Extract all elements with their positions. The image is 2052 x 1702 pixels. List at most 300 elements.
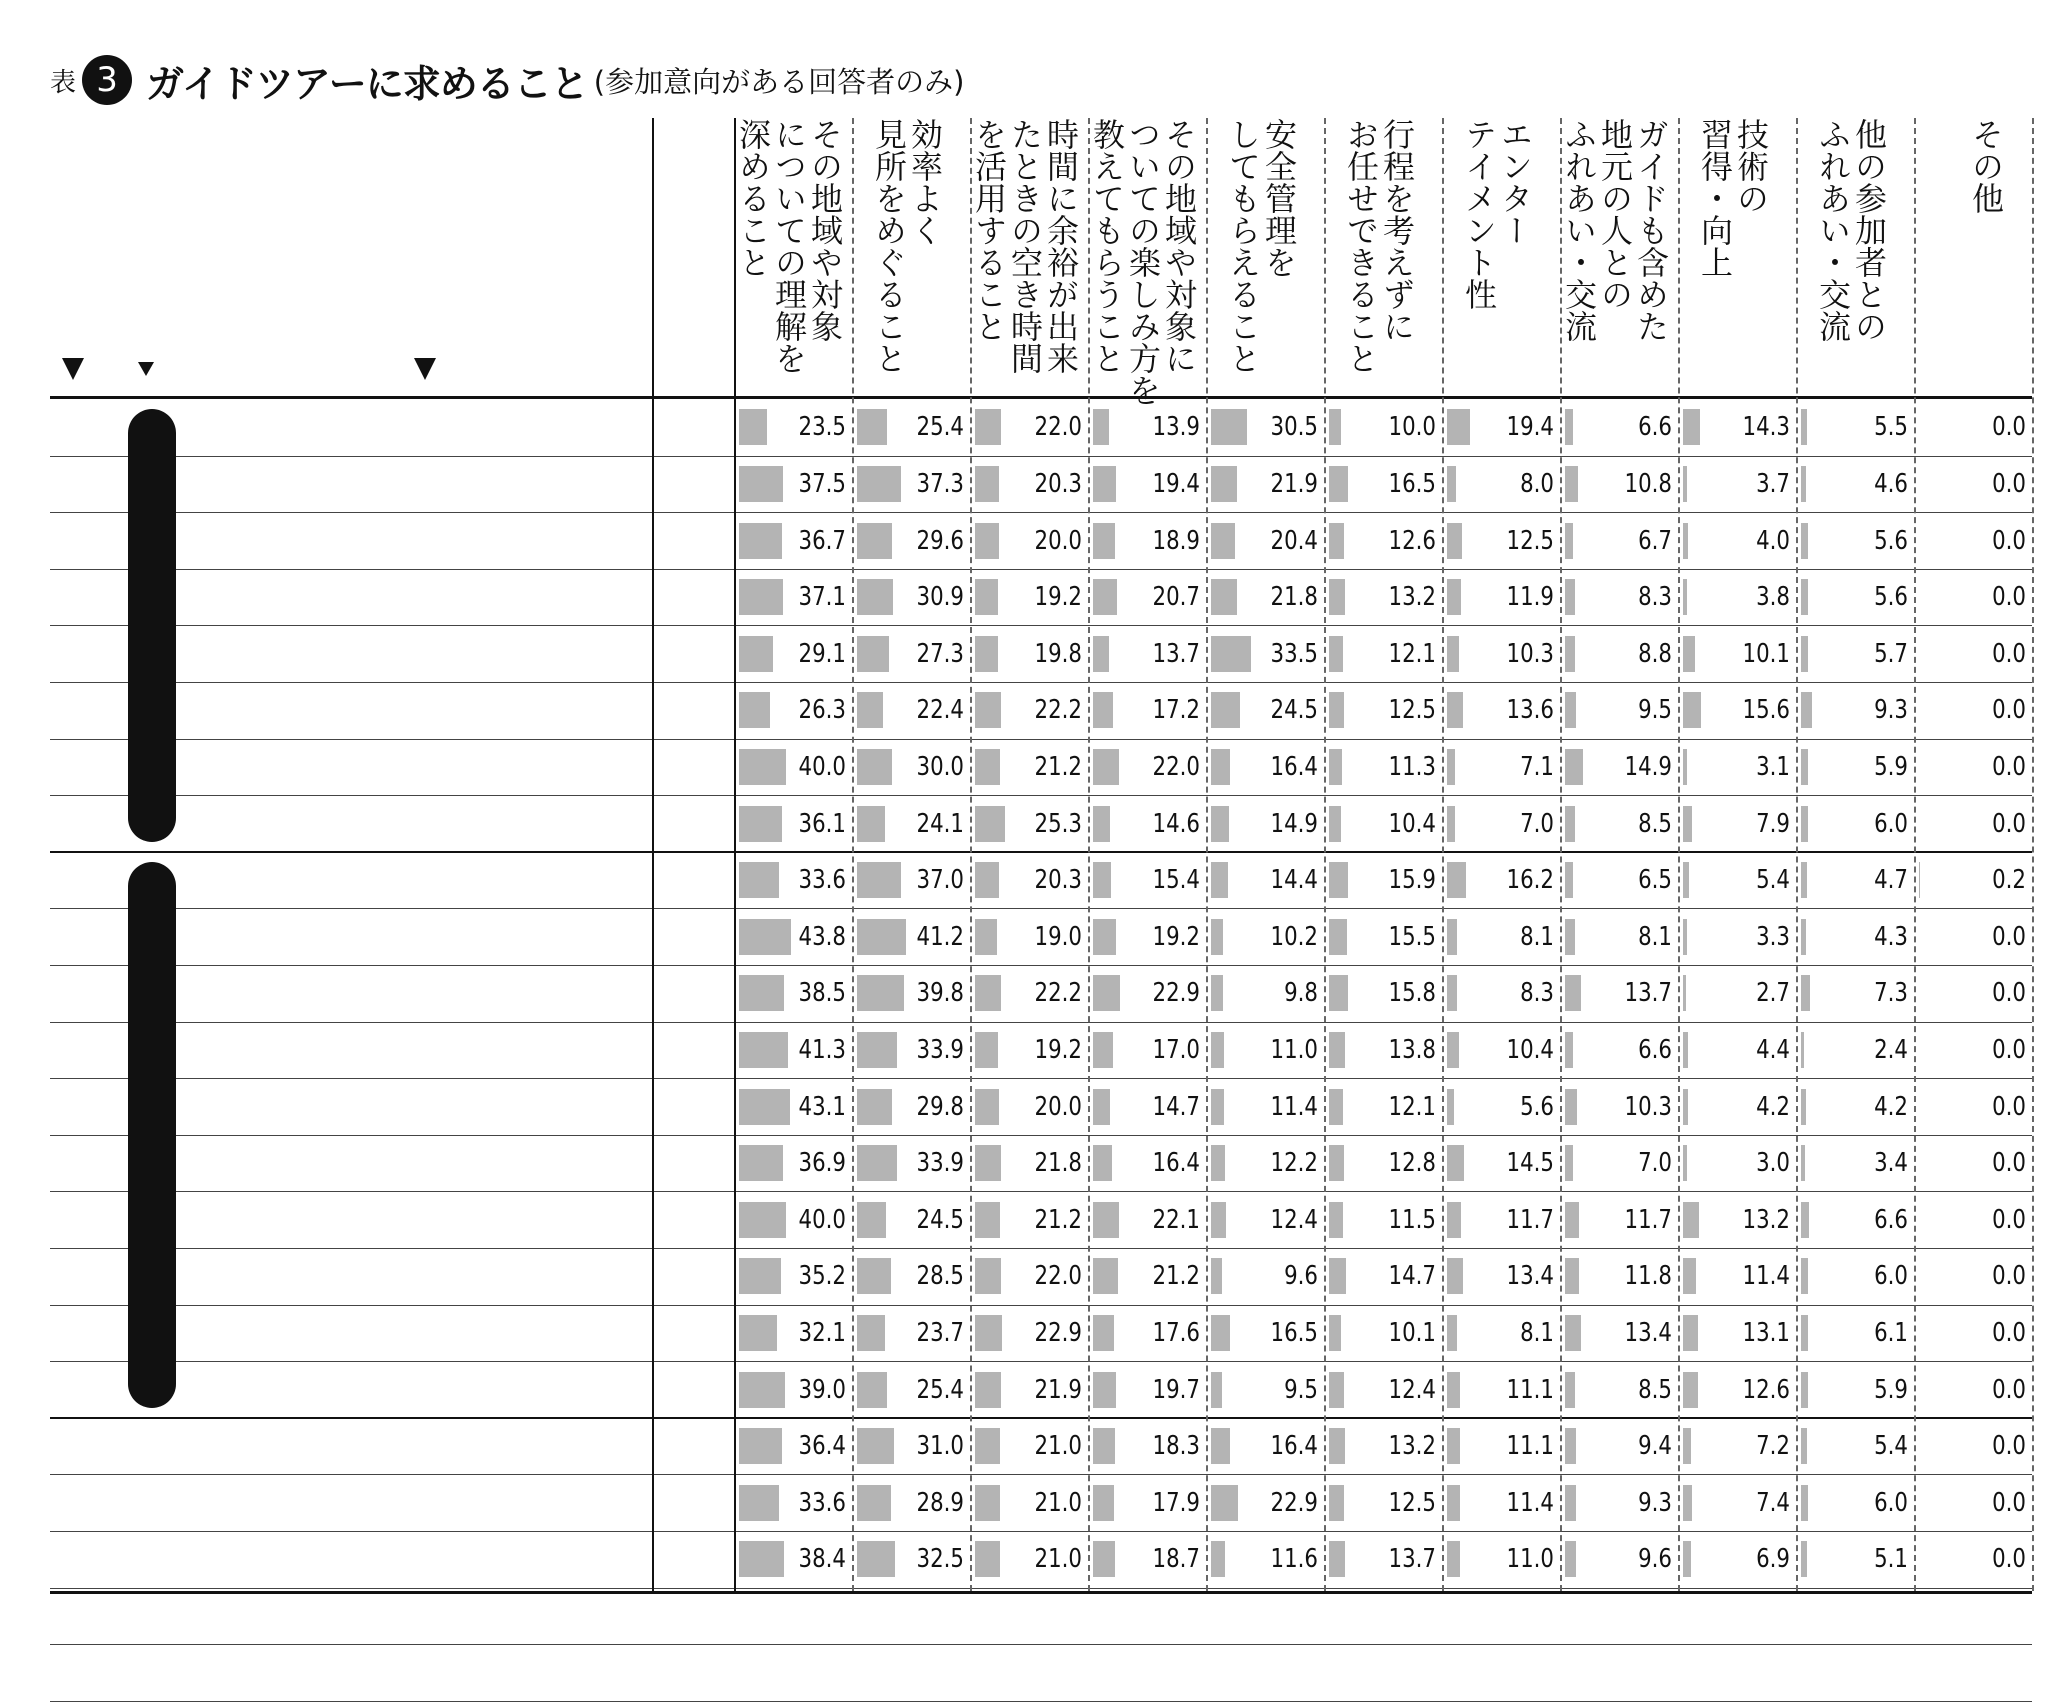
value-bar [1683,749,1687,785]
group-pill [128,409,176,842]
value-bar [1683,692,1701,728]
value-cell: 10.4 [1387,806,1436,842]
value-cell: 21.9 [1033,1372,1082,1408]
value-bar [1447,1315,1457,1351]
value-cell: 29.6 [915,523,964,559]
value-cell: 11.5 [1387,1202,1436,1238]
value-bar [1801,1258,1808,1294]
value-bar [1329,1202,1343,1238]
value-bar [975,1372,1001,1408]
value-bar [1447,523,1462,559]
row-rule [50,1248,2032,1249]
value-bar [1211,1485,1238,1521]
row-rule [50,1361,2032,1362]
value-bar [1683,636,1695,672]
value-bar [1683,975,1686,1011]
value-bar [857,1202,886,1238]
value-bar [1683,1258,1696,1294]
column-header-label: その他 [1968,118,2004,214]
value-cell: 32.5 [915,1541,964,1577]
value-cell: 6.1 [1859,1315,1908,1351]
value-bar [1683,919,1687,955]
value-cell: 15.5 [1387,919,1436,955]
value-bar [1211,1202,1226,1238]
value-cell: 5.5 [1859,409,1908,445]
column-divider [2032,118,2034,1591]
value-bar [975,636,998,672]
value-bar [857,579,893,615]
value-cell: 0.0 [1977,1032,2026,1068]
value-cell: 43.1 [797,1089,846,1125]
value-bar [1211,636,1251,672]
value-cell: 21.2 [1033,749,1082,785]
value-bar [1801,1145,1805,1181]
value-bar [1329,579,1345,615]
row-rule [50,682,2032,683]
column-header [734,118,852,390]
value-bar [1447,806,1455,842]
value-bar [1565,523,1573,559]
value-bar [1801,1372,1808,1408]
value-bar [739,409,767,445]
value-cell: 11.0 [1505,1541,1554,1577]
value-bar [1211,1145,1225,1181]
value-bar [1683,579,1687,615]
value-bar [1329,466,1348,502]
value-cell: 15.6 [1741,692,1790,728]
value-cell: 0.2 [1977,862,2026,898]
value-cell: 0.0 [1977,1089,2026,1125]
value-cell: 14.7 [1151,1089,1200,1125]
value-bar [1093,1428,1115,1464]
value-bar [739,975,784,1011]
value-bar [857,692,883,728]
value-bar [1565,1145,1573,1181]
value-cell: 4.6 [1859,466,1908,502]
value-cell: 5.4 [1741,862,1790,898]
value-bar [1801,806,1808,842]
value-bar [1447,692,1463,728]
value-bar [1211,1032,1224,1068]
value-cell: 36.1 [797,806,846,842]
row-rule [50,1135,2032,1136]
value-cell: 17.0 [1151,1032,1200,1068]
value-bar [1211,466,1237,502]
value-cell: 11.0 [1269,1032,1318,1068]
value-cell: 3.8 [1741,579,1790,615]
value-cell: 14.9 [1269,806,1318,842]
value-cell: 19.2 [1033,579,1082,615]
value-cell: 19.0 [1033,919,1082,955]
value-bar [1329,1541,1345,1577]
header-rule [50,396,2032,399]
value-bar [975,1202,1000,1238]
value-cell: 7.4 [1741,1485,1790,1521]
value-bar [857,1541,895,1577]
value-cell: 8.8 [1623,636,1672,672]
value-bar [1093,523,1115,559]
value-bar [857,919,906,955]
header-no-arrow [62,358,84,380]
value-bar [1211,692,1240,728]
value-bar [857,1485,891,1521]
value-cell: 8.5 [1623,1372,1672,1408]
value-cell: 20.0 [1033,1089,1082,1125]
value-bar [1447,579,1461,615]
row-rule [50,1474,2032,1475]
value-cell: 24.1 [915,806,964,842]
value-bar [1329,749,1342,785]
value-cell: 23.7 [915,1315,964,1351]
group-divider [50,1417,2032,1419]
value-cell: 8.1 [1505,919,1554,955]
value-cell: 17.9 [1151,1485,1200,1521]
value-cell: 12.1 [1387,636,1436,672]
value-cell: 24.5 [915,1202,964,1238]
value-bar [1801,1485,1808,1521]
group-divider [50,851,2032,853]
value-bar [1565,1032,1573,1068]
value-bar [975,1089,999,1125]
value-bar [857,523,892,559]
value-bar [1565,975,1581,1011]
value-cell: 0.0 [1977,579,2026,615]
value-cell: 40.0 [797,749,846,785]
value-bar [1447,1145,1464,1181]
value-cell: 25.3 [1033,806,1082,842]
value-cell: 10.4 [1505,1032,1554,1068]
value-cell: 9.6 [1623,1541,1672,1577]
value-cell: 6.0 [1859,1258,1908,1294]
value-cell: 36.7 [797,523,846,559]
value-cell: 17.2 [1151,692,1200,728]
value-cell: 0.0 [1977,1541,2026,1577]
value-cell: 12.5 [1387,1485,1436,1521]
value-cell: 5.9 [1859,1372,1908,1408]
value-cell: 35.2 [797,1258,846,1294]
value-cell: 4.3 [1859,919,1908,955]
value-cell: 9.5 [1623,692,1672,728]
value-cell: 11.8 [1623,1258,1672,1294]
value-bar [739,636,773,672]
value-bar [1093,1372,1116,1408]
value-cell: 22.0 [1033,1258,1082,1294]
value-bar [975,975,1001,1011]
value-cell: 16.4 [1151,1145,1200,1181]
value-cell: 12.2 [1269,1145,1318,1181]
value-cell: 9.5 [1269,1372,1318,1408]
value-bar [975,1485,1000,1521]
value-bar [975,806,1005,842]
value-cell: 22.2 [1033,692,1082,728]
value-cell: 0.0 [1977,1372,2026,1408]
row-rule [50,739,2032,740]
value-cell: 6.6 [1623,409,1672,445]
value-cell: 22.0 [1033,409,1082,445]
value-cell: 24.5 [1269,692,1318,728]
value-cell: 21.8 [1033,1145,1082,1181]
value-cell: 16.5 [1269,1315,1318,1351]
value-cell: 3.1 [1741,749,1790,785]
value-cell: 11.9 [1505,579,1554,615]
value-cell: 12.8 [1387,1145,1436,1181]
value-bar [1329,1428,1345,1464]
value-bar [1447,919,1457,955]
value-bar [1093,919,1116,955]
column-header-label: 時間に余裕が出来 たときの空き時間 を活用すること [971,118,1079,374]
value-bar [1211,1428,1230,1464]
value-cell: 11.1 [1505,1428,1554,1464]
value-bar [1329,862,1348,898]
value-cell: 21.8 [1269,579,1318,615]
value-cell: 30.9 [915,579,964,615]
value-bar [1329,1258,1346,1294]
value-bar [1447,466,1456,502]
value-bar [1801,975,1810,1011]
value-cell: 22.0 [1151,749,1200,785]
value-bar [1093,1089,1110,1125]
value-cell: 8.1 [1623,919,1672,955]
value-cell: 8.3 [1623,579,1672,615]
value-cell: 11.7 [1623,1202,1672,1238]
value-cell: 10.1 [1741,636,1790,672]
value-cell: 21.0 [1033,1428,1082,1464]
value-cell: 5.9 [1859,749,1908,785]
value-bar [1447,1541,1460,1577]
value-cell: 38.4 [797,1541,846,1577]
value-bar [1565,636,1575,672]
value-cell: 9.8 [1269,975,1318,1011]
value-cell: 9.4 [1623,1428,1672,1464]
value-bar [1211,523,1235,559]
value-bar [1329,1485,1344,1521]
value-bar [1683,1541,1691,1577]
row-rule [50,512,2032,513]
column-header-label: 行程を考えずに お任せできること [1343,118,1415,374]
value-bar [1801,862,1807,898]
value-cell: 5.4 [1859,1428,1908,1464]
row-rule [50,456,2032,457]
value-cell: 20.4 [1269,523,1318,559]
value-bar [975,862,999,898]
value-bar [1683,1202,1699,1238]
row-rule [50,1022,2032,1023]
value-cell: 33.9 [915,1145,964,1181]
value-bar [739,1089,790,1125]
value-cell: 6.0 [1859,806,1908,842]
value-bar [857,1089,892,1125]
value-cell: 0.0 [1977,806,2026,842]
value-cell: 4.7 [1859,862,1908,898]
value-bar [975,523,999,559]
value-bar [975,1315,1002,1351]
value-bar [1329,523,1344,559]
value-cell: 16.2 [1505,862,1554,898]
value-cell: 33.6 [797,1485,846,1521]
value-bar [1565,1089,1577,1125]
value-cell: 29.1 [797,636,846,672]
value-bar [1093,749,1119,785]
value-bar [1093,579,1117,615]
value-bar [1211,749,1230,785]
value-cell: 5.7 [1859,636,1908,672]
value-cell: 9.6 [1269,1258,1318,1294]
value-bar [857,1315,885,1351]
value-cell: 0.0 [1977,1145,2026,1181]
value-cell: 3.3 [1741,919,1790,955]
value-bar [857,749,892,785]
value-bar [1211,1372,1222,1408]
value-bar [1565,806,1575,842]
value-cell: 13.7 [1151,636,1200,672]
value-bar [857,1258,891,1294]
column-header [970,118,1088,390]
value-bar [1093,806,1110,842]
value-cell: 21.0 [1033,1541,1082,1577]
value-bar [1801,1089,1806,1125]
value-cell: 0.0 [1977,523,2026,559]
value-cell: 12.4 [1269,1202,1318,1238]
value-cell: 19.8 [1033,636,1082,672]
value-cell: 14.9 [1623,749,1672,785]
value-cell: 11.6 [1269,1541,1318,1577]
value-cell: 13.2 [1387,579,1436,615]
value-bar [739,523,782,559]
value-cell: 33.5 [1269,636,1318,672]
row-rule [50,1531,2032,1532]
value-bar [1093,466,1116,502]
value-bar [739,862,779,898]
column-header-label: 安全管理を してもらえること [1225,118,1297,374]
value-cell: 4.2 [1859,1089,1908,1125]
value-cell: 7.9 [1741,806,1790,842]
value-cell: 16.4 [1269,749,1318,785]
value-bar [1093,1145,1112,1181]
value-cell: 5.6 [1859,523,1908,559]
value-bar [1329,692,1344,728]
value-bar [1093,692,1113,728]
value-cell: 20.7 [1151,579,1200,615]
value-cell: 20.3 [1033,466,1082,502]
value-cell: 22.2 [1033,975,1082,1011]
value-bar [1093,1315,1114,1351]
value-bar [1683,1372,1698,1408]
value-bar [1329,975,1348,1011]
value-cell: 5.6 [1505,1089,1554,1125]
value-bar [1329,1372,1344,1408]
value-bar [975,579,998,615]
value-cell: 8.0 [1505,466,1554,502]
column-header-label: 他の参加者との ふれあい・交流 [1815,118,1887,342]
value-cell: 12.4 [1387,1372,1436,1408]
value-cell: 6.0 [1859,1485,1908,1521]
value-cell: 14.5 [1505,1145,1554,1181]
value-cell: 2.7 [1741,975,1790,1011]
value-bar [857,975,904,1011]
value-cell: 36.9 [797,1145,846,1181]
value-bar [1801,1032,1804,1068]
value-cell: 27.3 [915,636,964,672]
value-cell: 13.4 [1505,1258,1554,1294]
value-cell: 3.0 [1741,1145,1790,1181]
value-cell: 21.0 [1033,1485,1082,1521]
column-header-label: 技術の 習得・向上 [1697,118,1769,278]
value-bar [1447,749,1455,785]
value-bar [975,919,997,955]
value-bar [1211,862,1228,898]
value-cell: 28.5 [915,1258,964,1294]
value-cell: 2.4 [1859,1032,1908,1068]
value-bar [1683,1145,1687,1181]
value-cell: 0.0 [1977,1485,2026,1521]
value-bar [1329,1315,1341,1351]
value-bar [1801,919,1806,955]
row-rule [50,625,2032,626]
value-cell: 17.6 [1151,1315,1200,1351]
value-bar [1211,1541,1225,1577]
value-cell: 25.4 [915,409,964,445]
value-bar [1683,1032,1688,1068]
value-bar [1565,1428,1576,1464]
value-cell: 3.7 [1741,466,1790,502]
value-cell: 13.8 [1387,1032,1436,1068]
n-column-left-rule [652,118,654,1591]
value-cell: 19.4 [1505,409,1554,445]
value-bar [857,1428,894,1464]
value-cell: 13.6 [1505,692,1554,728]
value-bar [975,692,1001,728]
value-cell: 0.0 [1977,692,2026,728]
value-cell: 7.0 [1623,1145,1672,1181]
value-bar [857,806,885,842]
title-main: ガイドツアーに求めること [146,53,588,108]
value-cell: 0.0 [1977,749,2026,785]
value-cell: 0.0 [1977,919,2026,955]
value-cell: 43.8 [797,919,846,955]
row-rule [50,1191,2032,1192]
value-cell: 6.6 [1859,1202,1908,1238]
value-cell: 12.5 [1505,523,1554,559]
column-header [1206,118,1324,390]
value-bar [739,466,783,502]
column-header [1796,118,1914,390]
column-header-label: ガイドも含めた 地元の人との ふれあい・交流 [1561,118,1669,342]
title-prefix: 表 [50,62,76,99]
column-header [852,118,970,390]
value-cell: 23.5 [797,409,846,445]
value-cell: 6.6 [1623,1032,1672,1068]
row-rule [50,965,2032,966]
value-bar [1565,919,1575,955]
value-bar [1801,636,1808,672]
value-bar [1211,1089,1224,1125]
value-bar [739,1202,786,1238]
value-cell: 11.4 [1269,1089,1318,1125]
column-header [1324,118,1442,390]
value-bar [1329,1145,1344,1181]
value-cell: 31.0 [915,1428,964,1464]
value-cell: 0.0 [1977,636,2026,672]
value-cell: 8.3 [1505,975,1554,1011]
value-cell: 13.9 [1151,409,1200,445]
value-bar [1447,862,1466,898]
value-bar [1329,919,1347,955]
value-cell: 10.0 [1387,409,1436,445]
column-header-label: その地域や対象に ついての楽しみ方を 教えてもらうこと [1089,118,1197,406]
value-bar [739,1428,782,1464]
value-cell: 19.2 [1151,919,1200,955]
value-bar [1447,1258,1463,1294]
